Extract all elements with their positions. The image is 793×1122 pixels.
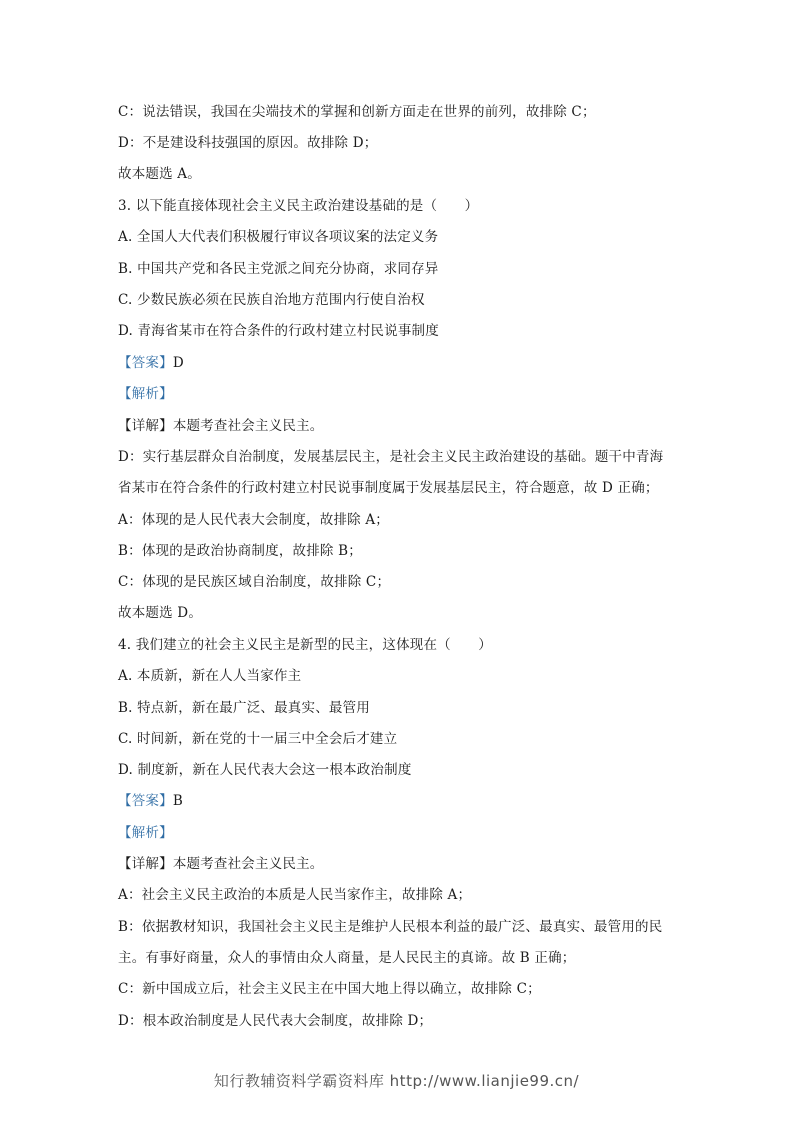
- detail-tag: 【详解】: [118, 856, 173, 872]
- question-4-option-b: B. 特点新，新在最广泛、最真实、最管用: [118, 700, 371, 716]
- text-line: 省某市在符合条件的行政村建立村民说事制度属于发展基层民主，符合题意，故 D 正确；: [118, 480, 659, 496]
- analysis-tag: 【解析】: [118, 386, 173, 402]
- text-line: A：社会主义民主政治的本质是人民当家作主，故排除 A；: [118, 887, 472, 903]
- question-3-option-d: D. 青海省某市在符合条件的行政村建立村民说事制度: [118, 323, 439, 339]
- question-4-analysis-heading: [118, 824, 678, 842]
- question-3-analysis-heading: [118, 385, 678, 403]
- question-3-detail: [118, 417, 678, 435]
- text-line: 故本题选 A。: [118, 166, 201, 182]
- question-4-detail: [118, 855, 678, 873]
- text-line: C：说法错误，我国在尖端技术的掌握和创新方面走在世界的前列，故排除 C；: [118, 104, 596, 120]
- question-3-option-c: C. 少数民族必须在民族自治地方范围内行使自治权: [118, 292, 425, 308]
- question-3-option-a: A. 全国人大代表们积极履行审议各项议案的法定义务: [118, 229, 439, 245]
- text-line: C：新中国成立后，社会主义民主在中国大地上得以确立，故排除 C；: [118, 981, 541, 997]
- text-line: D：根本政治制度是人民代表大会制度，故排除 D；: [118, 1013, 433, 1029]
- footer-watermark: 知行教辅资料学霸资料库 http://www.lianjie99.cn/: [213, 1072, 580, 1090]
- question-4-stem: 4. 我们建立的社会主义民主是新型的民主，这体现在（ ）: [118, 637, 492, 653]
- answer-value: B: [172, 793, 183, 809]
- question-3-option-b: B. 中国共产党和各民主党派之间充分协商，求同存异: [118, 261, 439, 277]
- detail-text: 本题考查社会主义民主。: [172, 856, 324, 872]
- text-line: C：体现的是民族区域自治制度，故排除 C；: [118, 574, 391, 590]
- question-4-option-a: A. 本质新，新在人人当家作主: [118, 668, 302, 684]
- detail-text: 本题考查社会主义民主。: [172, 418, 324, 434]
- text-line: D：不是建设科技强国的原因。故排除 D；: [118, 135, 378, 151]
- text-line: 故本题选 D。: [118, 605, 203, 621]
- text-line: 主。有事好商量，众人的事情由众人商量，是人民民主的真谛。故 B 正确；: [118, 950, 576, 966]
- answer-tag: 【答案】: [118, 355, 173, 371]
- analysis-tag: 【解析】: [118, 825, 173, 841]
- text-line: A：体现的是人民代表大会制度，故排除 A；: [118, 512, 389, 528]
- question-3-stem: 3. 以下能直接体现社会主义民主政治建设基础的是（ ）: [118, 198, 479, 214]
- text-line: D：实行基层群众自治制度，发展基层民主，是社会主义民主政治建设的基础。题干中青海: [118, 449, 664, 465]
- text-line: B：依据教材知识，我国社会主义民主是维护人民根本利益的最广泛、最真实、最管用的民: [118, 919, 663, 935]
- question-3-answer: [118, 354, 678, 372]
- answer-tag: 【答案】: [118, 793, 173, 809]
- detail-tag: 【详解】: [118, 418, 173, 434]
- text-line: B：体现的是政治协商制度，故排除 B；: [118, 543, 362, 559]
- question-4-answer: [118, 792, 678, 810]
- question-4-option-d: D. 制度新，新在人民代表大会这一根本政治制度: [118, 762, 412, 778]
- answer-value: D: [172, 355, 184, 371]
- question-4-option-c: C. 时间新，新在党的十一届三中全会后才建立: [118, 731, 398, 747]
